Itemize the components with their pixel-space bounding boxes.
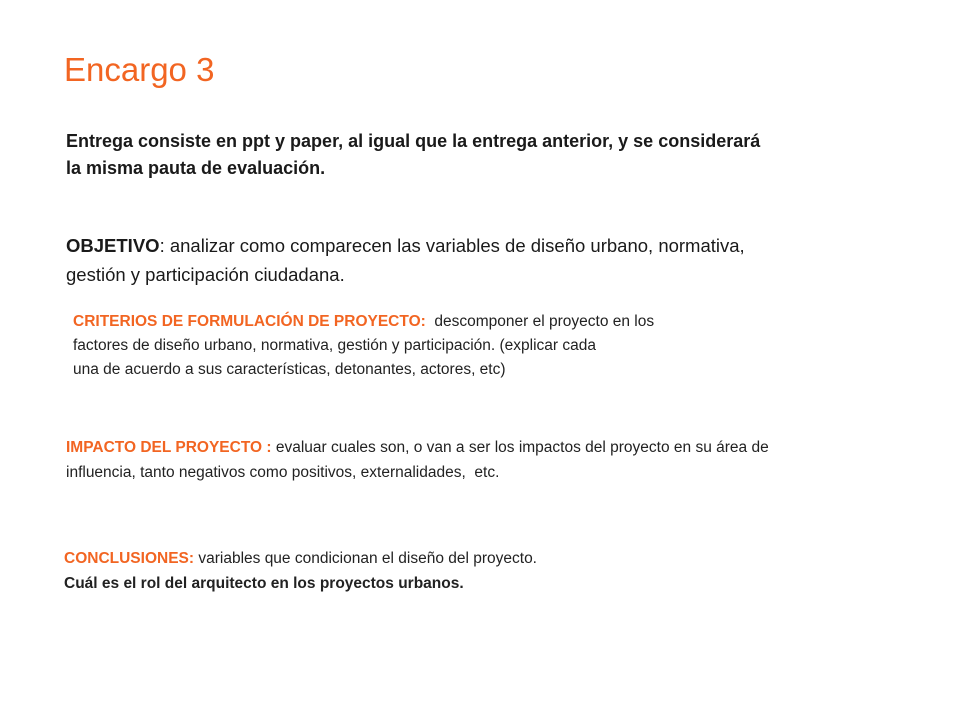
intro-line-1: Entrega consiste en ppt y paper, al igual que la entrega anterior, y se considerará [66,131,761,151]
criteria-line-2: factores de diseño urbano, normativa, gestión y participación. (explicar cada [73,337,596,354]
conclusions-line-2: Cuál es el rol del arquitecto en los proyectos urbanos. [64,575,464,592]
criteria-line-1 [73,310,793,334]
intro-paragraph [66,128,886,182]
slide-title: Encargo 3 [64,51,215,88]
conclusions-line-1 [64,546,884,571]
objective-line-1 [66,231,886,260]
criteria-label: CRITERIOS DE FORMULACIÓN DE PROYECTO: [73,313,426,330]
impact-text: evaluar cuales son, o van a ser los impactos del proyecto en su área de [271,439,769,456]
conclusions-text: variables que condicionan el diseño del proyecto. [194,550,537,567]
intro-line-2: la misma pauta de evaluación. [66,158,326,178]
objective-label: OBJETIVO [66,235,160,256]
conclusions-section [64,546,884,596]
conclusions-label: CONCLUSIONES: [64,550,195,567]
criteria-text: descomponer el proyecto en los [425,313,655,330]
objective-line-2: gestión y participación ciudadana. [66,264,345,285]
criteria-line-3: una de acuerdo a sus características, detonantes, actores, etc) [73,361,506,378]
impact-section [66,435,946,485]
impact-line-2: influencia, tanto negativos como positivos, externalidades, etc. [66,464,500,481]
impact-line-1 [66,435,946,460]
impact-label: IMPACTO DEL PROYECTO : [66,439,272,456]
criteria-section [73,310,793,382]
objective-paragraph [66,231,886,289]
objective-text: : analizar como comparecen las variables de diseño urbano, normativa, [159,235,745,256]
